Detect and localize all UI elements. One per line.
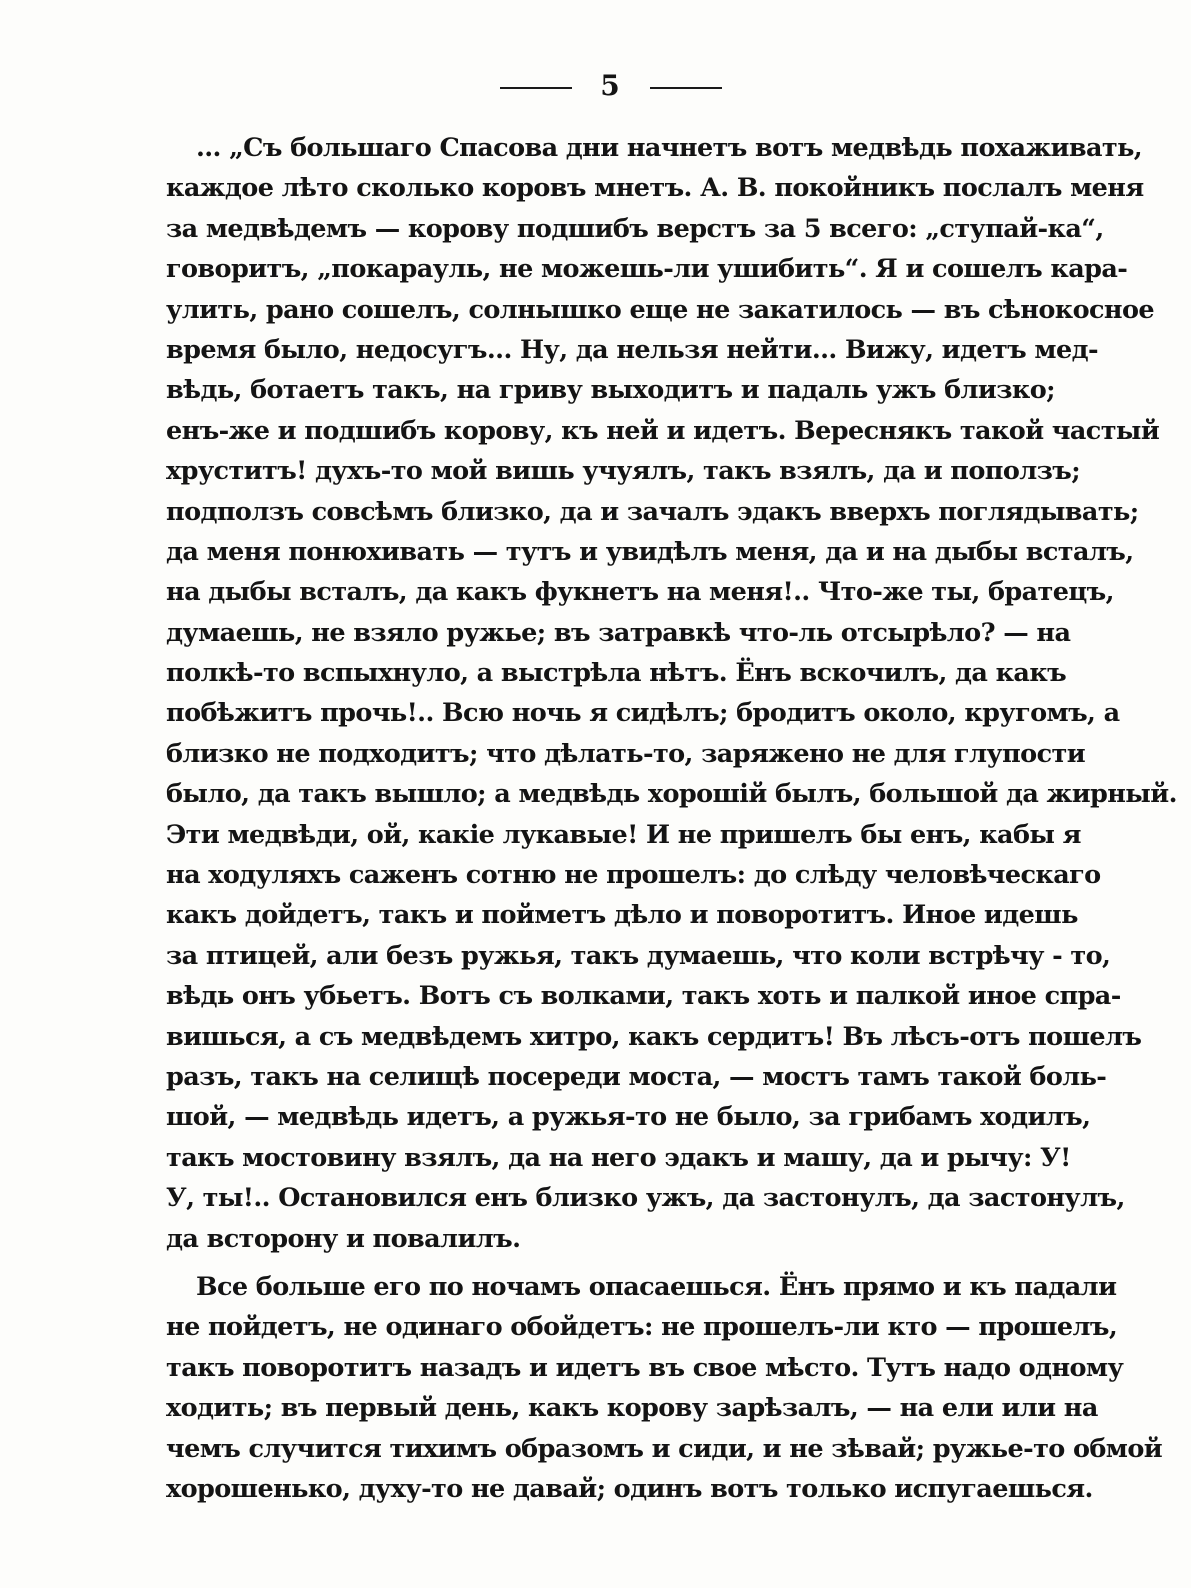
text-line: хруститъ! духъ-то мой вишь учуялъ, такъ взялъ, да и поползъ; — [166, 456, 1081, 487]
text-line: было, да такъ вышло; а медвѣдь хорошій былъ, большой да жирный. — [166, 779, 1177, 810]
page-body-text — [166, 128, 1177, 1509]
text-line: время было, недосугъ... Ну, да нельзя нейти... Вижу, идетъ мед- — [166, 334, 1098, 365]
text-line: полкѣ-то вспыхнуло, а выстрѣла нѣтъ. Ёнъ вскочилъ, да какъ — [166, 658, 1067, 689]
text-line: за медвѣдемъ — корову подшибъ верстъ за 5 всего: „ступай-ка“, — [166, 213, 1104, 244]
paragraph — [166, 128, 1177, 1259]
text-line: близко не подходитъ; что дѣлать-то, заряжено не для глупости — [166, 738, 1086, 769]
header-rule-right — [650, 87, 722, 89]
text-line: вѣдь, ботаетъ такъ, на гриву выходитъ и падаль ужъ близко; — [166, 375, 1055, 406]
page-header — [0, 66, 1191, 106]
text-line: хорошенько, духу-то не давай; одинъ вотъ только испугаешься. — [166, 1473, 1093, 1504]
text-line: на ходуляхъ саженъ сотню не прошелъ: до слѣду человѣческаго — [166, 860, 1101, 891]
text-line: такъ мостовину взялъ, да на него эдакъ и машу, да и рычу: У! — [166, 1142, 1071, 1173]
text-line: думаешь, не взяло ружье; въ затравкѣ что-ль отсырѣло? — на — [166, 617, 1071, 648]
text-line: такъ поворотитъ назадъ и идетъ въ свое мѣсто. Тутъ надо одному — [166, 1352, 1124, 1383]
text-line: какъ дойдетъ, такъ и пойметъ дѣло и поворотитъ. Иное идешь — [166, 900, 1078, 931]
text-line: на дыбы всталъ, да какъ фукнетъ на меня!.. Что-же ты, братецъ, — [166, 577, 1114, 608]
text-line: говоритъ, „покарауль, не можешь-ли ушибить“. Я и сошелъ кара- — [166, 254, 1128, 285]
text-line: Все больше его по ночамъ опасаешься. Ёнъ прямо и къ падали — [196, 1271, 1117, 1302]
text-line: подползъ совсѣмъ близко, да и зачалъ эдакъ вверхъ поглядывать; — [166, 496, 1139, 527]
text-line: чемъ случится тихимъ образомъ и сиди, и не зѣвай; ружье-то обмой — [166, 1433, 1163, 1464]
text-line: да всторону и повалилъ. — [166, 1223, 521, 1254]
text-line: шой, — медвѣдь идетъ, а ружья-то не было, за грибамъ ходилъ, — [166, 1102, 1091, 1133]
text-line: каждое лѣто сколько коровъ мнетъ. А. В. покойникъ послалъ меня — [166, 173, 1144, 204]
paragraph — [166, 1267, 1163, 1509]
text-line: улить, рано сошелъ, солнышко еще не закатилось — въ сѣнокосное — [166, 294, 1155, 325]
text-line: не пойдетъ, не одинаго обойдетъ: не прошелъ-ли кто — прошелъ, — [166, 1312, 1118, 1343]
text-line: вѣдь онъ убьетъ. Вотъ съ волками, такъ хоть и палкой иное спра- — [166, 981, 1121, 1012]
text-line: Эти медвѣди, ой, какіе лукавые! И не пришелъ бы енъ, кабы я — [166, 819, 1081, 850]
text-line: енъ-же и подшибъ корову, къ ней и идетъ. Вереснякъ такой частый — [166, 415, 1160, 446]
header-rule-left — [500, 87, 572, 89]
text-line: за птицей, али безъ ружья, такъ думаешь, что коли встрѣчу - то, — [166, 940, 1111, 971]
paragraph-gap — [166, 1259, 1048, 1267]
text-line: ходить; въ первый день, какъ корову зарѣзалъ, — на ели или на — [166, 1393, 1098, 1424]
text-line: вишься, а съ медвѣдемъ хитро, какъ сердитъ! Въ лѣсъ-отъ пошелъ — [166, 1021, 1142, 1052]
text-line: ... „Съ большаго Спасова дни начнетъ вотъ медвѣдь похаживать, — [196, 133, 1143, 163]
text-line: да меня понюхивать — тутъ и увидѣлъ меня, да и на дыбы всталъ, — [166, 536, 1134, 567]
text-line: побѣжитъ прочь!.. Всю ночь я сидѣлъ; бродитъ около, кругомъ, а — [166, 698, 1120, 729]
page-number: 5 — [600, 69, 620, 102]
text-line: У, ты!.. Остановился енъ близко ужъ, да застонулъ, да застонулъ, — [166, 1183, 1125, 1214]
text-line: разъ, такъ на селищѣ посереди моста, — мостъ тамъ такой боль- — [166, 1061, 1107, 1092]
